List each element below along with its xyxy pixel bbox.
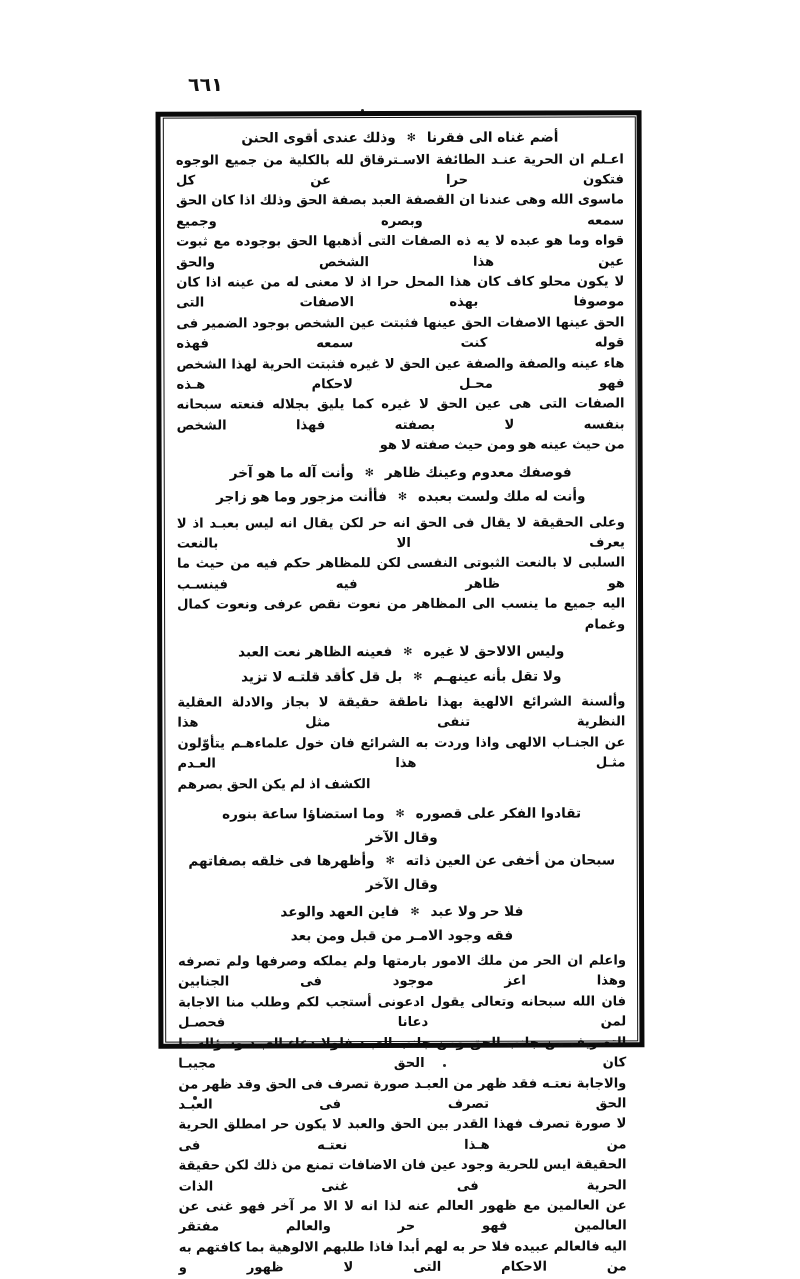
verse-hemistich-right: ولا تقل بأنه عينهـم: [433, 668, 562, 685]
verse-line: [176, 125, 624, 151]
verse-hemistich-right: وأنت له ملك ولست بعبده: [417, 488, 586, 506]
prose-line: من حيث عينه هو ومن حيث صفته لا هو: [379, 437, 625, 454]
prose-line: اعـلم ان الحرية عنـد الطائفة الاسـترقاق لله بالكلية من جميع الوجوه فتكون حرا عن كل: [175, 151, 624, 189]
section-heading: وقال الآخر: [365, 829, 438, 846]
prose-line: فان الله سبحانه وتعالى يقول ادعونى أستجب لكم وطلب منا الاجابة لمن دعانا فحصـل: [178, 994, 627, 1031]
prose-line: الحق عينها الاصفات الحق عينها فثبتت عين الشخص بوجود الضمير فى قوله كنت سمعه فهذه: [176, 315, 625, 352]
verse-separator-icon: ✻: [364, 465, 374, 479]
verse-line: [178, 848, 626, 874]
verse-hemistich-left: فعينه الظاهر نعت العبد: [238, 644, 393, 661]
verse-line: [177, 485, 625, 511]
section-heading: وقال الآخر: [365, 876, 438, 893]
verse-hemistich-left: وأظهرها فى خلقه بصفاتهم: [188, 853, 375, 870]
verse-line: [177, 460, 625, 486]
prose-line: والاجابة نعتـه فقد ظهر من العبـد صورة تصرف فى الحق وقد ظهر من الحق تصرف فى العبـد: [178, 1075, 627, 1113]
prose-line: لا صورة تصرف فهذا القدر بين الحق والعبد لا يكون حر امطلق الحرية من هـذا نعتـه فى: [178, 1116, 627, 1154]
prose-line: الصفات التى هى عين الحق لا غيره كما يليق بجلاله فنعته سبحانه بنفسه لا بصفته فهذا الشخص: [176, 396, 625, 434]
prose-line: وعلى الحقيقة لا يقال فى الحق انه حر لكن يقال انه ليس بعبـد اذ لا يعرف الا بالنعت: [176, 515, 625, 552]
manuscript-text-column: [167, 119, 635, 1276]
prose-line: عن الجنـاب الالهى واذا وردت به الشرائع فان خول علماءهـم يتأوّلون مثـل هذا العـدم: [177, 735, 626, 772]
prose-line: الكشف اذ لم يكن الحق بصرهم: [177, 776, 371, 793]
prose-line: ماسوى الله وهى عندنا ان القصفة العبد بصفة الحق وذلك اذا كان الحق سمعه وبصره وجميع: [175, 192, 625, 230]
verse-separator-icon: ✻: [397, 490, 407, 504]
prose-line: هاء عينه والصفة والصفة عين الحق لا غيره فثبتت الحرية لهذا الشخص فهو محـل لاحكام هـذه: [176, 355, 625, 393]
verse-hemistich-right: تقادوا الفكر على قصوره: [415, 805, 582, 823]
verse-line: [177, 664, 625, 690]
verse-line: [178, 899, 626, 925]
page-number: ٦٦١: [188, 74, 223, 96]
prose-line: السلبى لا بالنعت الثبوتى النفسى لكن للمظاهر حكم فيه من حيث ما هو ظاهر فيه فينسـب: [176, 555, 626, 593]
verse-line: فقه وجود الامـر من قبل ومن بعد: [290, 927, 514, 944]
prose-line: وألسنة الشرائع الالهية بهذا ناطقة حقيقة لا بجاز والادلة العقلية النظرية تنفى مثل هذا: [177, 694, 626, 732]
verse-hemistich-right: فلا حر ولا عبد: [430, 903, 524, 920]
prose-line: قواه وما هو عبده لا يه ذه الصفات التى أذهبها الحق بوجوده مع ثبوت عين هذا الشخص والحق: [176, 233, 625, 271]
verse-hemistich-left: فاين العهد والوعد: [280, 904, 400, 921]
prose-line: الحقيقة ايس للحرية وجود عين فان الاضافات تمنع من ذلك لكن حقيقة الحرية فى غنى الذات: [178, 1157, 627, 1195]
verse-separator-icon: ✻: [406, 130, 416, 144]
prose-line: التصريف من جانب الحق ومن جانب العبـد فلولا دعاء العبـد وسؤاله ما كان الحق مجيبـا: [178, 1035, 627, 1072]
prose-line: لا يكون محلو كاف كان هذا المحل حرا اذ لا معنى له من عينه اذا كان موصوفا بهذه الاصفات التى: [176, 274, 625, 311]
verse-separator-icon: ✻: [413, 669, 423, 683]
verse-line: [178, 801, 626, 827]
verse-hemistich-left: بل قل كأقد قلتـه لا تزيد: [241, 668, 403, 685]
verse-line: [177, 639, 625, 665]
prose-line: واعلم ان الحر من ملك الامور بارمتها ولم يملكه وصرفها ولم تصرفه وهذا اعز موجود فى الجنابين: [177, 953, 627, 991]
verse-hemistich-right: فوصفك معدوم وعينك ظاهر: [384, 464, 572, 481]
verse-separator-icon: ✻: [395, 807, 405, 821]
verse-separator-icon: ✻: [403, 645, 413, 659]
verse-hemistich-left: وأنت آله ما هو آخر: [229, 464, 354, 482]
prose-line: اليه فالعالم عبيده فلا حر به لهم أبدا فاذا طلبهم الالوهية بما كافتهم به من الاحكام التى لا ظهور و: [178, 1239, 627, 1276]
verse-hemistich-right: وليس الالاحق لا غيره: [423, 643, 565, 660]
verse-hemistich-left: فأأنت مزجور وما هو زاجر: [216, 489, 387, 506]
verse-separator-icon: ✻: [385, 854, 395, 868]
prose-line: اليه جميع ما ينسب الى المظاهر من نعوت نقص عرفى ونعوت كمال وغمام: [177, 596, 626, 633]
verse-hemistich-left: وما استضاؤا ساعة بنوره: [222, 806, 385, 823]
verse-separator-icon: ✻: [410, 905, 420, 919]
verse-hemistich-right: سبحان من أخفى عن العين ذاته: [405, 852, 616, 870]
verse-hemistich-left: وذلك عندى أقوى الحنن: [241, 130, 396, 147]
prose-line: عن العالمين مع ظهور العالم عنه لذا انه لا الا مر آخر فهو غنى عن العالمين فهو حر والعالم مفتقر: [178, 1198, 627, 1235]
verse-hemistich-right: أضم غناه الى فقرنا: [426, 129, 559, 146]
